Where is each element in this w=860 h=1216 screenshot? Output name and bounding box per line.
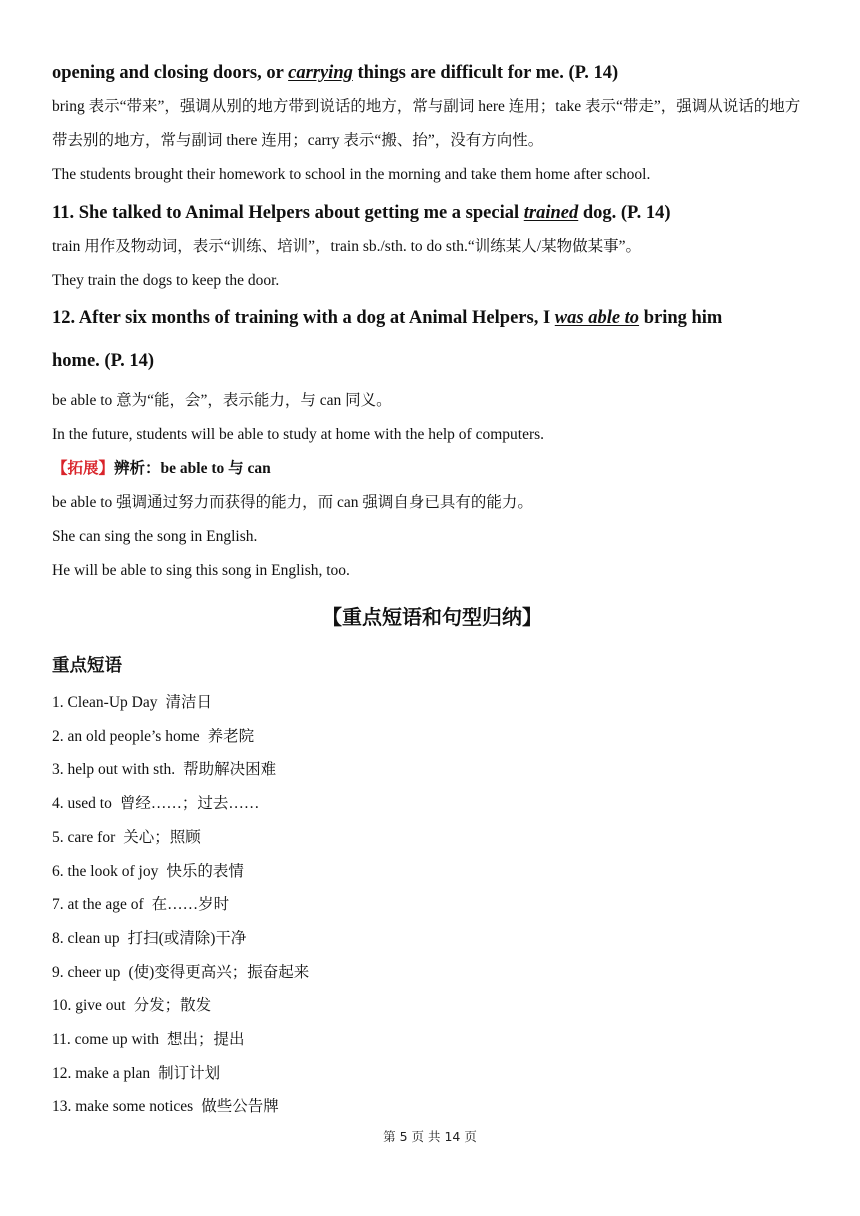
underlined-key-word: carrying (288, 63, 353, 83)
example-sentence: The students brought their homework to school in the morning and take them home after school. (52, 166, 651, 183)
example-sentence: He will be able to sing this song in English, too. (52, 562, 350, 579)
list-item: 5. care for 关心；照顾 (52, 828, 201, 846)
underlined-key-word: trained (523, 203, 579, 223)
list-item: 8. clean up 打扫(或清除)干净 (52, 929, 247, 947)
sentence-heading-10-continued: opening and closing doors, or carrying things are difficult for me. (P. 14) (52, 63, 619, 83)
list-item: 10. give out 分发；散发 (52, 997, 212, 1015)
list-item: 2. an old people’s home 养老院 (52, 727, 255, 745)
list-item: 1. Clean-Up Day 清洁日 (52, 694, 212, 711)
page-footer: 第 5 页 共 14 页 (383, 1129, 477, 1144)
explanation-be-able-to: be able to 意为“能，会”，表示能力，与 can 同义。 (52, 392, 392, 409)
list-item: 11. come up with 想出；提出 (52, 1031, 245, 1049)
explanation-bring-take-carry: bring 表示“带来”，强调从别的地方带到说话的地方，常与副词 here 连用；take 表示“带走”，强调从说话的地方带去别的地方，常与副词 there 连用；carry 表示“搬、抬”，没有方向性。 (52, 98, 801, 149)
document-page (52, 56, 812, 1124)
sentence-heading-12-line2: home. (P. 14) (52, 351, 155, 371)
list-item: 12. make a plan 制订计划 (52, 1064, 221, 1082)
extension-tag: 【拓展】 (52, 460, 115, 477)
underlined-key-word: was able to (554, 308, 640, 328)
sentence-heading-12: 12. After six months of training with a dog at Animal Helpers, I was able to bring him (52, 308, 723, 328)
sub-title: 重点短语 (52, 656, 122, 676)
sentence-heading-11: 11. She talked to Animal Helpers about getting me a special trained dog. (P. 14) (52, 203, 671, 223)
example-sentence: She can sing the song in English. (52, 528, 258, 545)
list-item: 3. help out with sth. 帮助解决困难 (52, 761, 277, 779)
list-item: 9. cheer up (使)变得更高兴；振奋起来 (52, 963, 310, 981)
section-title: 【重点短语和句型归纳】 (322, 605, 542, 629)
list-item: 7. at the age of 在……岁时 (52, 896, 230, 914)
list-item: 13. make some notices 做些公告牌 (52, 1098, 279, 1116)
phrase-list (52, 686, 812, 1124)
extension-heading: 【拓展】辨析：be able to 与 can (52, 460, 271, 477)
list-item: 6. the look of joy 快乐的表情 (52, 862, 244, 880)
explanation-train: train 用作及物动词，表示“训练、培训”，train sb./sth. to do sth.“训练某人/某物做某事”。 (52, 238, 641, 255)
example-sentence: In the future, students will be able to study at home with the help of computers. (52, 426, 545, 443)
list-item: 4. used to 曾经……；过去…… (52, 795, 260, 813)
example-sentence: They train the dogs to keep the door. (52, 272, 280, 289)
extension-explanation: be able to 强调通过努力而获得的能力，而 can 强调自身已具有的能力。 (52, 494, 533, 511)
